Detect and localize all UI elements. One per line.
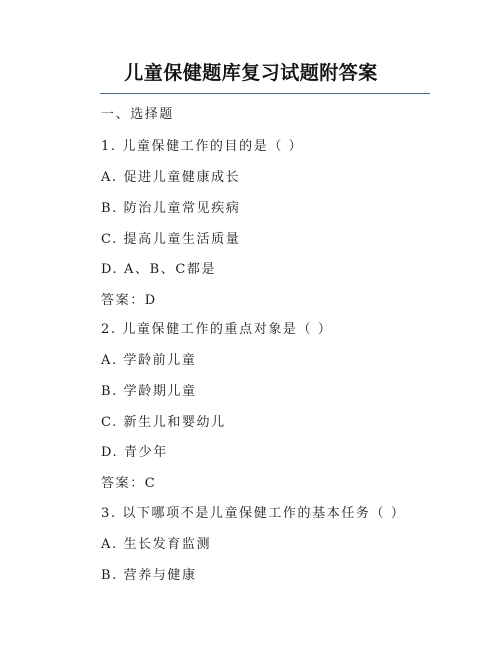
q1-option-a: A. 促进儿童健康成长 (101, 170, 241, 185)
question-1: 1. 儿童保健工作的目的是（ ） (101, 139, 304, 154)
title-divider (100, 93, 430, 94)
q1-answer: 答案：D (101, 293, 157, 308)
q2-option-d: D. 青少年 (101, 445, 168, 460)
q2-option-a: A. 学龄前儿童 (101, 353, 197, 368)
q2-answer: 答案：C (101, 476, 157, 491)
q2-option-b: B. 学龄期儿童 (101, 384, 197, 399)
q3-option-b: B. 营养与健康 (101, 568, 197, 583)
section-heading: 一、选择题 (101, 107, 175, 122)
question-3: 3. 以下哪项不是儿童保健工作的基本任务（ ） (101, 506, 406, 521)
page-title: 儿童保健题库复习试题附答案 (124, 62, 378, 84)
q2-option-c: C. 新生儿和婴幼儿 (101, 415, 226, 430)
question-2: 2. 儿童保健工作的重点对象是（ ） (101, 322, 333, 337)
q1-option-b: B. 防治儿童常见疾病 (101, 201, 241, 216)
q3-option-a: A. 生长发育监测 (101, 537, 212, 552)
q1-option-c: C. 提高儿童生活质量 (101, 232, 241, 247)
q1-option-d: D. A、B、C都是 (101, 262, 217, 277)
